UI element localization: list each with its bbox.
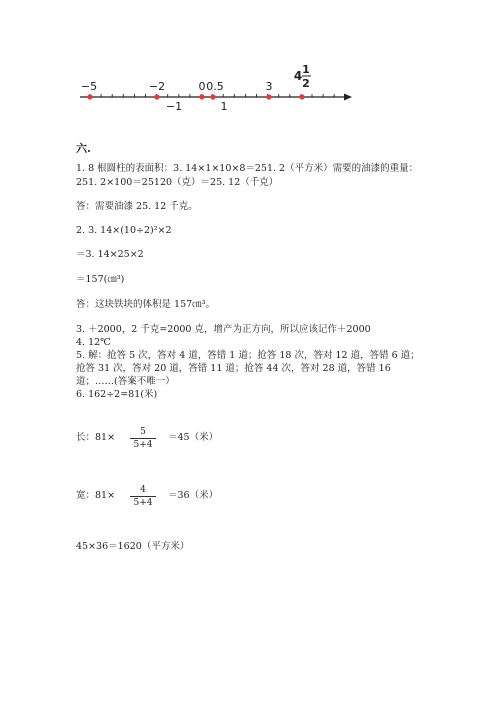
label-minus-5: −5 (80, 80, 98, 93)
width-denominator: 5+4 (133, 498, 153, 508)
section-title: 六. (76, 142, 91, 155)
q5-line-3: 道；……(答案不唯一） (76, 376, 175, 387)
width-prefix: 宽：81× (76, 490, 116, 501)
point-3 (266, 94, 271, 99)
label-1: 1 (220, 100, 228, 113)
q1-answer: 答：需要油漆 25. 12 千克。 (76, 201, 198, 212)
width-fraction (130, 485, 156, 508)
q1-line-1: 1. 8 根圆柱的表面积：3. 14×1×10×8＝251. 2（平方米）需要的油漆的重量： (76, 163, 419, 174)
length-result: ＝45（米） (168, 432, 219, 443)
q5-line-1: 5. 解：抢答 5 次，答对 4 道，答错 1 道；抢答 18 次，答对 12 道，答错 6 道； (76, 350, 420, 361)
q2-line-3: ＝157(㎝³) (76, 274, 125, 285)
q6-text: 6. 162÷2=81(米) (76, 389, 158, 400)
label-0: 0 (198, 80, 206, 93)
q2-line-1: 2. 3. 14×(10÷2)²×2 (76, 225, 172, 236)
width-result: ＝36（米） (168, 490, 219, 501)
q3-text: 3. ＋2000，2 千克=2000 克，增产为正方向，所以应该记作＋2000 (76, 324, 371, 335)
svg-text:4: 4 (293, 69, 303, 83)
q4-text: 4. 12℃ (76, 337, 111, 348)
svg-text:2: 2 (302, 77, 310, 90)
length-numerator: 5 (140, 427, 146, 437)
point-minus-2 (154, 94, 159, 99)
label-mixed-4-1-2 (294, 63, 311, 90)
q1-line-2: 251. 2×100＝25120（克）＝25. 12（千克） (76, 177, 279, 188)
q2-answer: 答：这块铁块的体积是 157㎝³。 (76, 299, 215, 310)
number-line-axis (80, 94, 352, 101)
point-0-5 (210, 94, 215, 99)
point-4-1-2 (299, 94, 304, 99)
label-minus-2: −2 (148, 80, 166, 93)
label-3: 3 (265, 80, 273, 93)
point-minus-5 (87, 94, 92, 99)
number-line (0, 0, 500, 130)
width-numerator: 4 (140, 485, 146, 495)
length-prefix: 长：81× (76, 432, 116, 443)
length-fraction (130, 427, 156, 450)
q2-line-2: ＝3. 14×25×2 (76, 249, 144, 260)
area-text: 45×36＝1620（平方米） (76, 541, 190, 552)
length-denominator: 5+4 (133, 440, 153, 450)
q5-line-2: 抢答 31 次，答对 20 道，答错 11 道；抢答 44 次，答对 28 道，答错 16 (76, 363, 391, 374)
label-0-5: 0.5 (206, 80, 224, 93)
svg-text:1: 1 (302, 63, 310, 76)
point-0 (199, 94, 204, 99)
label-minus-1: −1 (165, 100, 183, 113)
